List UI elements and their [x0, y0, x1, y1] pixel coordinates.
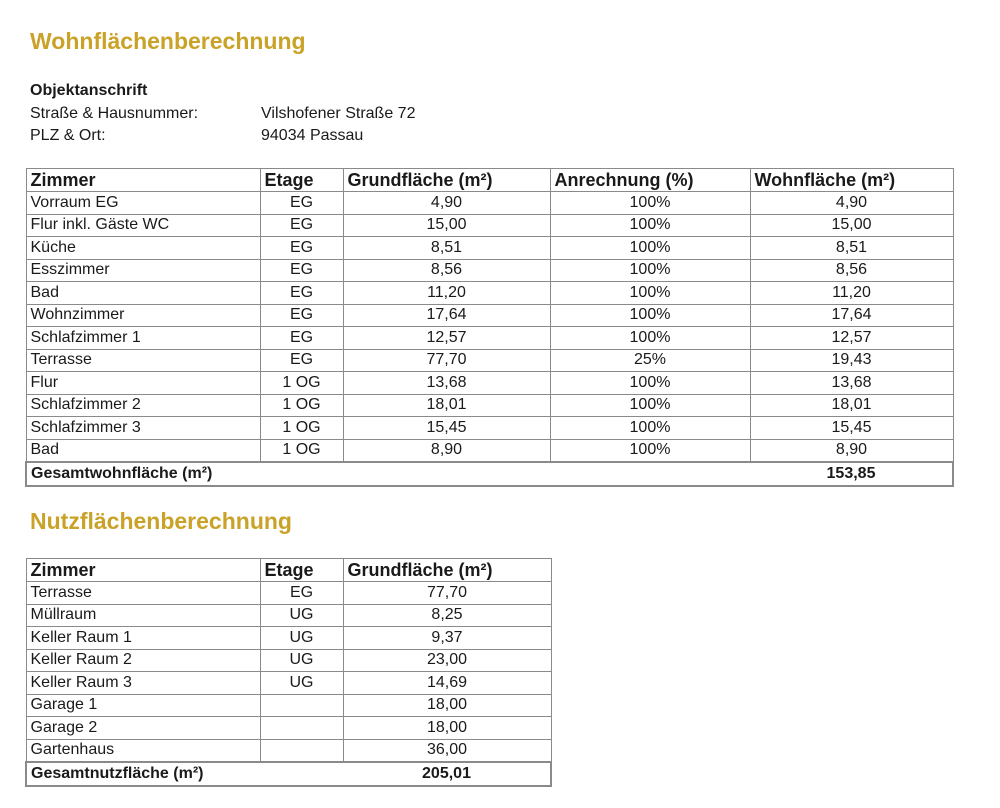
street-value: Vilshofener Straße 72: [261, 104, 416, 122]
wohn-header-cell: Anrechnung (%): [550, 169, 750, 192]
wohn-cell: Schlafzimmer 1: [26, 327, 260, 350]
nutz-cell: Garage 1: [26, 694, 260, 717]
wohn-cell: 100%: [550, 417, 750, 440]
wohn-cell: 18,01: [750, 394, 953, 417]
wohn-cell: 1 OG: [260, 439, 343, 462]
table-row: [26, 372, 953, 395]
table-row: [26, 192, 953, 215]
nutz-cell: 14,69: [343, 672, 551, 695]
nutz-cell: UG: [260, 649, 343, 672]
nutz-total-value: 205,01: [343, 762, 551, 786]
wohn-cell: 25%: [550, 349, 750, 372]
wohn-cell: Schlafzimmer 2: [26, 394, 260, 417]
table-row: [26, 394, 953, 417]
wohn-header-cell: Grundfläche (m²): [343, 169, 550, 192]
wohn-cell: 15,00: [750, 214, 953, 237]
nutz-table-body: [26, 582, 551, 786]
wohn-total-value: 153,85: [750, 462, 953, 486]
wohn-cell: 12,57: [343, 327, 550, 350]
wohn-cell: Schlafzimmer 3: [26, 417, 260, 440]
wohn-cell: 100%: [550, 214, 750, 237]
wohn-cell: 15,00: [343, 214, 550, 237]
city-label: PLZ & Ort:: [30, 127, 106, 144]
wohn-cell: 15,45: [750, 417, 953, 440]
wohn-cell: 15,45: [343, 417, 550, 440]
table-row: [26, 672, 551, 695]
wohn-cell: EG: [260, 192, 343, 215]
wohn-cell: 100%: [550, 282, 750, 305]
wohn-cell: 13,68: [750, 372, 953, 395]
wohn-cell: 100%: [550, 259, 750, 282]
city-value: 94034 Passau: [261, 127, 364, 144]
wohn-cell: 100%: [550, 372, 750, 395]
wohn-cell: Flur: [26, 372, 260, 395]
wohn-cell: 8,56: [750, 259, 953, 282]
wohn-cell: 4,90: [750, 192, 953, 215]
nutz-cell: Keller Raum 3: [26, 672, 260, 695]
wohn-cell: 100%: [550, 192, 750, 215]
table-row: [26, 439, 953, 462]
nutz-cell: Gartenhaus: [26, 739, 260, 762]
city-row: [30, 125, 415, 148]
nutz-cell: 18,00: [343, 717, 551, 740]
table-row: [26, 304, 953, 327]
nutz-cell: UG: [260, 672, 343, 695]
wohn-cell: Esszimmer: [26, 259, 260, 282]
table-row: [26, 694, 551, 717]
wohn-cell: 18,01: [343, 394, 550, 417]
table-row: [26, 214, 953, 237]
nutz-cell: [260, 739, 343, 762]
wohn-cell: 17,64: [750, 304, 953, 327]
wohn-cell: 19,43: [750, 349, 953, 372]
nutz-cell: Müllraum: [26, 604, 260, 627]
wohn-total-spacer: [343, 462, 550, 486]
nutz-cell: EG: [260, 582, 343, 605]
wohn-cell: 1 OG: [260, 417, 343, 440]
nutzflaeche-title: Nutzflächenberechnung: [30, 508, 292, 534]
nutz-header-cell: Grundfläche (m²): [343, 559, 551, 582]
wohn-cell: 11,20: [750, 282, 953, 305]
wohn-cell: Wohnzimmer: [26, 304, 260, 327]
table-row: [26, 717, 551, 740]
nutz-cell: 23,00: [343, 649, 551, 672]
nutz-total-row: [26, 762, 551, 786]
wohnflaeche-title: Wohnflächenberechnung: [30, 28, 306, 54]
wohn-cell: 8,51: [750, 237, 953, 260]
table-row: [26, 259, 953, 282]
table-row: [26, 282, 953, 305]
wohn-cell: 100%: [550, 304, 750, 327]
nutz-cell: Keller Raum 2: [26, 649, 260, 672]
table-row: [26, 739, 551, 762]
nutz-cell: 18,00: [343, 694, 551, 717]
wohn-header-cell: Wohnfläche (m²): [750, 169, 953, 192]
wohn-header-cell: Etage: [260, 169, 343, 192]
wohn-cell: 12,57: [750, 327, 953, 350]
wohn-cell: Bad: [26, 282, 260, 305]
nutz-cell: 8,25: [343, 604, 551, 627]
street-label: Straße & Hausnummer:: [30, 104, 199, 122]
wohn-header-cell: Zimmer: [26, 169, 260, 192]
wohn-cell: 8,51: [343, 237, 550, 260]
table-row: [26, 237, 953, 260]
nutz-cell: [260, 717, 343, 740]
nutz-cell: 36,00: [343, 739, 551, 762]
table-row: [26, 604, 551, 627]
wohn-cell: EG: [260, 214, 343, 237]
wohn-cell: EG: [260, 282, 343, 305]
nutz-cell: [260, 694, 343, 717]
wohn-cell: Küche: [26, 237, 260, 260]
street-row: [30, 103, 415, 126]
wohn-cell: 8,90: [343, 439, 550, 462]
wohnflaeche-table: [25, 168, 954, 487]
wohn-cell: Flur inkl. Gäste WC: [26, 214, 260, 237]
wohn-cell: EG: [260, 304, 343, 327]
wohn-cell: 11,20: [343, 282, 550, 305]
wohn-table-body: [26, 192, 953, 486]
address-heading: Objektanschrift: [30, 82, 148, 99]
wohn-cell: 1 OG: [260, 372, 343, 395]
table-row: [26, 327, 953, 350]
nutz-cell: 9,37: [343, 627, 551, 650]
wohn-cell: Terrasse: [26, 349, 260, 372]
wohn-cell: 13,68: [343, 372, 550, 395]
wohn-cell: EG: [260, 259, 343, 282]
table-row: [26, 417, 953, 440]
nutz-cell: 77,70: [343, 582, 551, 605]
nutz-table-header: [26, 559, 551, 582]
nutz-header-cell: Etage: [260, 559, 343, 582]
wohn-cell: EG: [260, 237, 343, 260]
wohn-cell: 100%: [550, 237, 750, 260]
nutz-total-label: Gesamtnutzfläche (m²): [26, 762, 343, 786]
nutz-cell: Garage 2: [26, 717, 260, 740]
wohn-cell: 17,64: [343, 304, 550, 327]
wohn-cell: 100%: [550, 394, 750, 417]
wohn-cell: 77,70: [343, 349, 550, 372]
wohn-total-label: Gesamtwohnfläche (m²): [26, 462, 343, 486]
nutz-header-cell: Zimmer: [26, 559, 260, 582]
wohn-cell: 100%: [550, 439, 750, 462]
wohn-cell: 100%: [550, 327, 750, 350]
wohn-table-header: [26, 169, 953, 192]
wohn-cell: 8,56: [343, 259, 550, 282]
nutz-cell: UG: [260, 604, 343, 627]
wohn-cell: Bad: [26, 439, 260, 462]
table-row: [26, 582, 551, 605]
nutzflaeche-table: [25, 558, 552, 787]
table-row: [26, 649, 551, 672]
wohn-cell: 8,90: [750, 439, 953, 462]
address-block: [30, 80, 415, 148]
wohn-cell: EG: [260, 349, 343, 372]
nutz-cell: Terrasse: [26, 582, 260, 605]
table-row: [26, 349, 953, 372]
wohn-cell: Vorraum EG: [26, 192, 260, 215]
wohn-cell: 1 OG: [260, 394, 343, 417]
nutz-cell: Keller Raum 1: [26, 627, 260, 650]
wohn-total-row: [26, 462, 953, 486]
wohn-cell: EG: [260, 327, 343, 350]
nutz-cell: UG: [260, 627, 343, 650]
wohn-total-spacer: [550, 462, 750, 486]
table-row: [26, 627, 551, 650]
wohn-cell: 4,90: [343, 192, 550, 215]
